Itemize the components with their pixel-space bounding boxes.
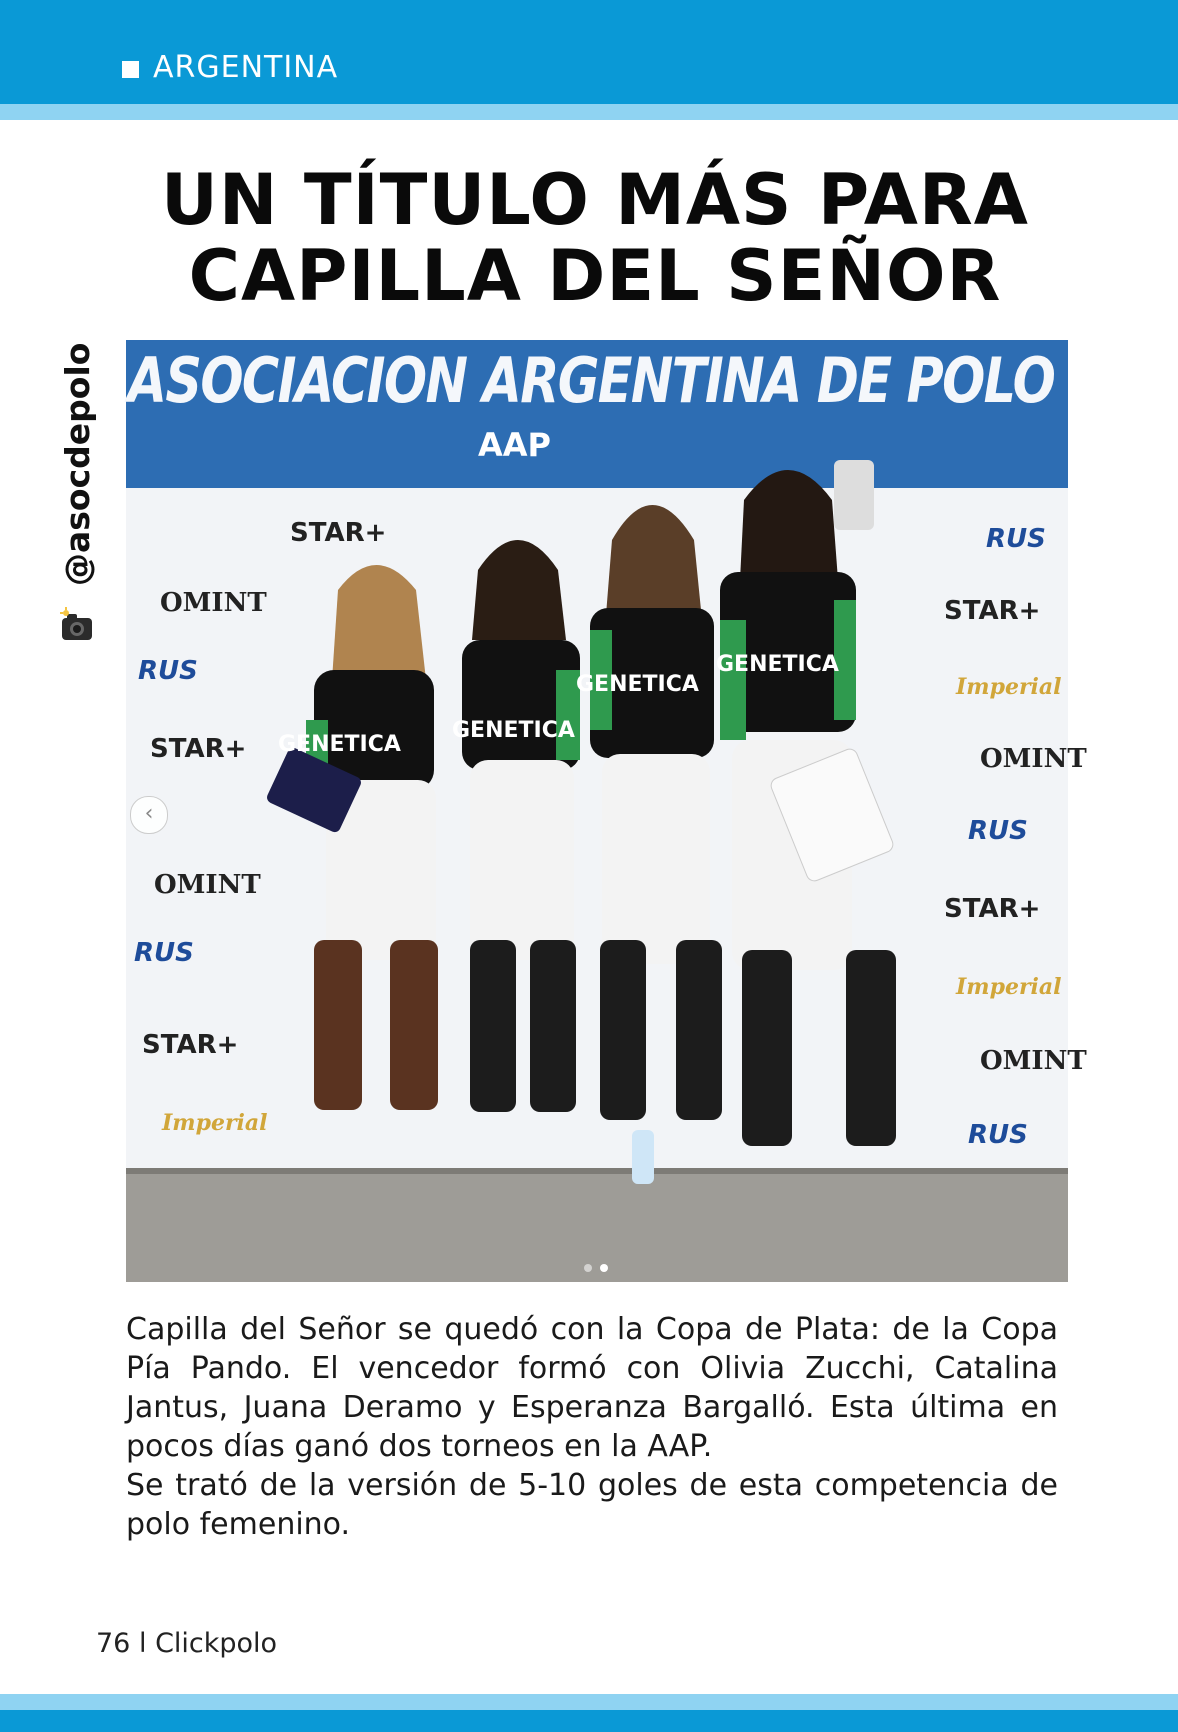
section-marker-icon <box>122 61 139 78</box>
sponsor-rus: RUS <box>986 524 1046 554</box>
article-title-line-1: UN TÍTULO MÁS PARA <box>161 159 1029 241</box>
sponsor-starplus: STAR+ <box>944 894 1041 924</box>
sponsor-starplus: STAR+ <box>944 596 1041 626</box>
sponsor-rus: RUS <box>968 1120 1028 1150</box>
publication-name: Clickpolo <box>155 1628 278 1659</box>
sponsor-starplus: STAR+ <box>290 518 387 548</box>
carousel-dot-active[interactable] <box>600 1264 608 1272</box>
body-paragraph-1: Capilla del Señor se quedó con la Copa de Plata: de la Copa Pía Pando. El vencedor formó con Olivia Zucchi, Catalina Jantus, Juana Deramo y Esperanza Bargalló. Esta última en pocos días ganó dos torneos en la AAP. <box>126 1312 1058 1464</box>
shirt-text: GENETICA <box>576 672 699 697</box>
shirt-text: GENETICA <box>716 652 839 677</box>
photo-banner-text: ASOCIACION ARGENTINA DE POLO <box>127 344 1055 417</box>
sponsor-starplus: STAR+ <box>142 1030 239 1060</box>
header-stripe <box>0 104 1178 120</box>
sponsor-imperial: Imperial <box>956 974 1062 1000</box>
photo-scene <box>126 340 1068 1282</box>
sponsor-rus: RUS <box>134 938 194 968</box>
sponsor-starplus: STAR+ <box>150 734 247 764</box>
sponsor-omint: OMINT <box>980 1046 1087 1076</box>
footer-stripe <box>0 1694 1178 1710</box>
article-photo <box>126 340 1087 1282</box>
chevron-left-icon[interactable]: ‹ <box>130 796 168 834</box>
footer-bar <box>0 1710 1178 1732</box>
sponsor-rus: RUS <box>138 656 198 686</box>
shirt-text: GENETICA <box>278 732 401 757</box>
photo-credit-handle: @asocdepolo <box>58 342 97 586</box>
article-body <box>126 1310 1058 1544</box>
sponsor-omint: OMINT <box>980 744 1087 774</box>
sponsor-omint: OMINT <box>154 870 261 900</box>
carousel-dot[interactable] <box>584 1264 592 1272</box>
photo-credit <box>58 330 98 646</box>
footer-separator: l <box>138 1628 147 1659</box>
body-paragraph-2: Se trató de la versión de 5-10 goles de esta competencia de polo femenino. <box>126 1468 1058 1542</box>
sponsor-imperial: Imperial <box>162 1110 268 1136</box>
sponsor-imperial: Imperial <box>956 674 1062 700</box>
camera-icon <box>58 607 96 645</box>
page-footer <box>96 1628 277 1659</box>
aap-logo: AAP <box>478 426 551 464</box>
section-label: ARGENTINA <box>153 50 339 85</box>
article-title <box>90 159 1100 317</box>
shirt-text: GENETICA <box>452 718 575 743</box>
sponsor-rus: RUS <box>968 816 1028 846</box>
article-title-line-2: CAPILLA DEL SEÑOR <box>188 235 1002 317</box>
page-number: 76 <box>96 1628 131 1659</box>
sponsor-omint: OMINT <box>160 588 267 618</box>
